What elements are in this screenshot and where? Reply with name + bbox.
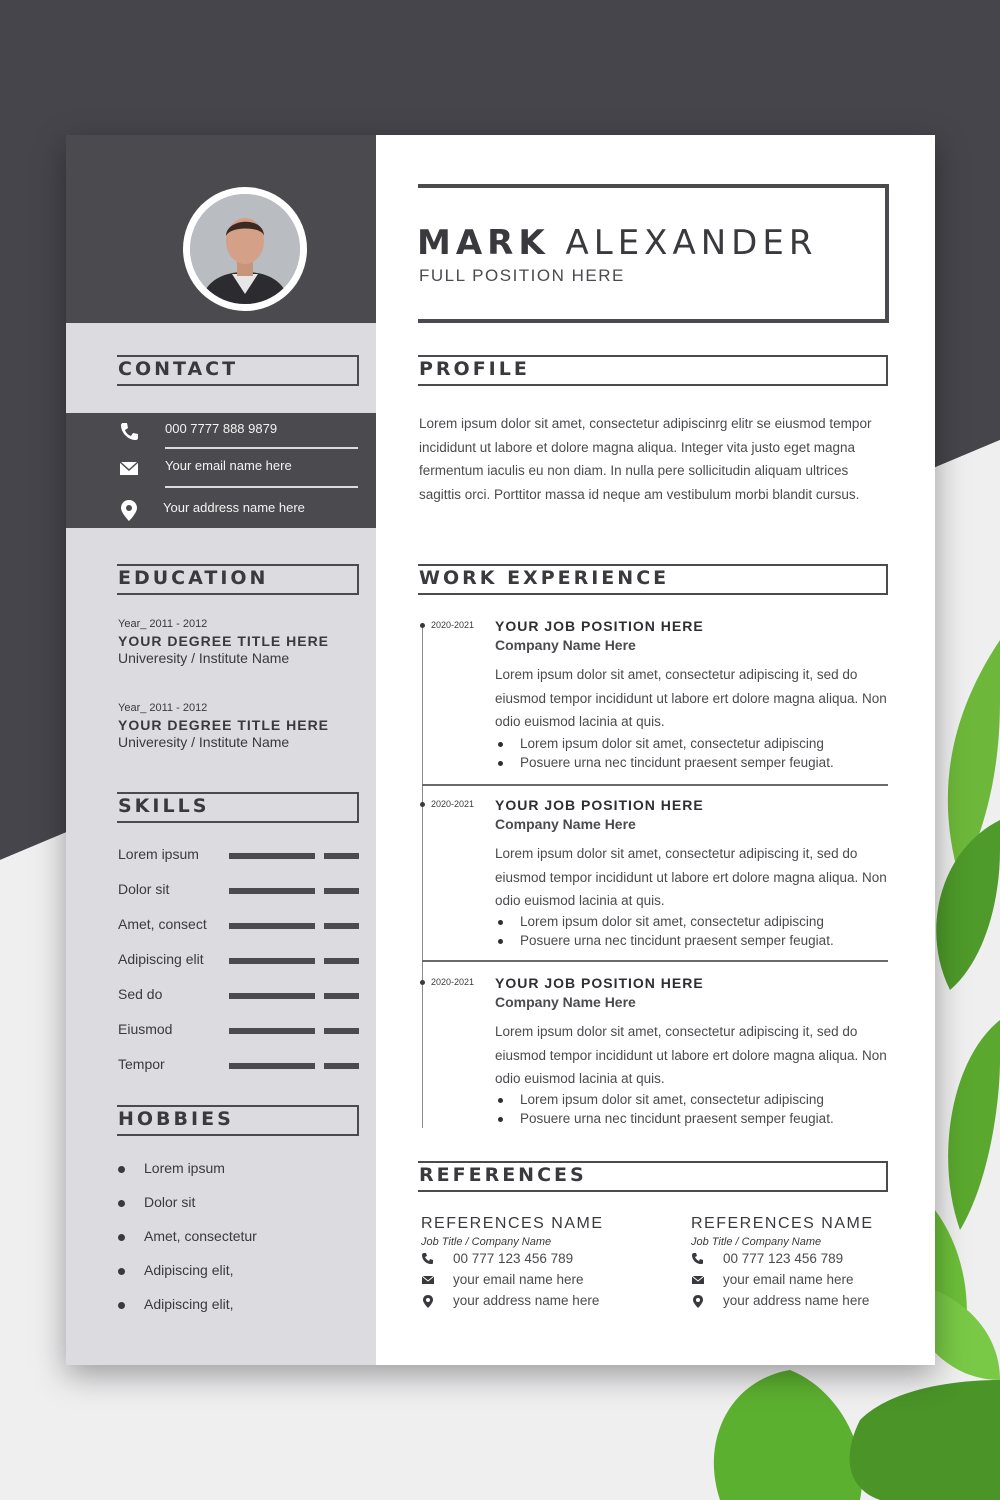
work-experience-heading: WORK EXPERIENCE [418, 564, 888, 595]
skill-row [118, 951, 360, 971]
job-date: 2020-2021 [431, 620, 475, 630]
skill-bar [229, 923, 315, 929]
job-company: Company Name Here [495, 816, 636, 832]
bullet-icon [118, 1200, 125, 1207]
reference-job: Job Title / Company Name [691, 1236, 822, 1248]
skill-bar [324, 1063, 359, 1069]
location-pin-icon [421, 1294, 435, 1308]
skill-row [118, 916, 360, 936]
skill-bar [324, 993, 359, 999]
profile-photo-frame [183, 187, 307, 311]
skill-bar [229, 958, 315, 964]
skill-bar [229, 1063, 315, 1069]
job-title: YOUR JOB POSITION HERE [495, 797, 704, 813]
skill-row [118, 846, 360, 866]
skill-name: Tempor [118, 1056, 165, 1072]
last-name: ALEXANDER [565, 223, 818, 263]
skill-row [118, 1021, 360, 1041]
education-year: Year_ 2011 - 2012 [118, 618, 208, 630]
location-pin-icon [691, 1294, 705, 1308]
references-heading: REFERENCES [418, 1161, 888, 1192]
bullet-icon [118, 1166, 125, 1173]
skill-row [118, 881, 360, 901]
reference-email: your email name here [691, 1270, 921, 1290]
skill-name: Sed do [118, 986, 163, 1002]
reference-phone: 00 777 123 456 789 [691, 1249, 921, 1269]
skill-bar [229, 888, 315, 894]
reference-phone: 00 777 123 456 789 [421, 1249, 651, 1269]
mail-icon [421, 1273, 435, 1287]
sidebar: CONTACT 000 7777 888 9879 Your email name here Your address name here EDUCATION Year_ 2011 - 2012 YOUR DEGREE TITLE HERE Univeresity / Institute Name Year_ 2011 - 2012 YOUR DEGREE TITLE HERE Univeresity / Institute Name SKILLS Lorem ipsum Dolor sit Amet, consect Adipiscing elit Sed do Eiusmod Tempor HOBBIES Lorem ipsum Dolor sit Amet, consectetur Adipiscing elit, Adipiscing elit, [66, 135, 376, 1365]
divider [165, 447, 358, 449]
reference-email: your email name here [421, 1270, 651, 1290]
skill-bar [229, 993, 315, 999]
position-title: FULL POSITION HERE [419, 266, 625, 285]
skill-bar [324, 888, 359, 894]
divider [422, 960, 888, 962]
location-pin-icon [118, 499, 140, 521]
reference-job: Job Title / Company Name [421, 1236, 552, 1248]
reference-name: REFERENCES NAME [421, 1215, 604, 1232]
skill-name: Dolor sit [118, 881, 170, 897]
education-heading: EDUCATION [117, 564, 359, 595]
reference-address: your address name here [691, 1291, 921, 1311]
skill-bar [324, 958, 359, 964]
reference-card [691, 1215, 921, 1311]
frame-corner [418, 319, 422, 323]
education-item [118, 702, 368, 750]
skills-heading: SKILLS [117, 792, 359, 823]
phone-icon [118, 420, 140, 442]
timeline-dot [420, 980, 425, 985]
reference-card [421, 1215, 651, 1311]
resume-page: CONTACT 000 7777 888 9879 Your email name here Your address name here EDUCATION Year_ 2011 - 2012 YOUR DEGREE TITLE HERE Univeresity / Institute Name Year_ 2011 - 2012 YOUR DEGREE TITLE HERE Univeresity / Institute Name SKILLS Lorem ipsum Dolor sit Amet, consect Adipiscing elit Sed do Eiusmod Tempor HOBBIES Lorem ipsum Dolor sit Amet, consectetur Adipiscing elit, Adipiscing elit, MARK ALEXANDER FULL POSITION HERE PROFILE Lorem ipsum dolor sit amet, consectetur adipiscinrg elitr se eiusmod tempor incididunt ut labore et dolore magna aliqua. Integer vita justo eget magna fermentum iaculis eu non diam. In nulla pere sollicitudin aliquam ultrices sagittis orci. Porttitor massa id neque am vestibulum morbi blandit cursus. WORK EXPERIENCE 2020-2021 YOUR JOB POSITION HERE Company Name Here Lorem ipsum dolor sit amet, consectetur adipiscing it, sed do eiusmod tempor incididunt ut labore ert dolore magna aliqua. Non odio euismod lacinia at quis. Lorem ipsum dolor sit amet, consectetur adipiscing Posuere urna nec tincidunt praesent semper feugiat. 2020-2021 YOUR JOB POSITION HERE Company Name Here Lorem ipsum dolor sit amet, consectetur adipiscing it, sed do eiusmod tempor incididunt ut labore ert dolore magna aliqua. Non odio euismod lacinia at quis. Lorem ipsum dolor sit amet, consectetur adipiscing Posuere urna nec tincidunt praesent semper feugiat. 2020-2021 YOUR JOB POSITION HERE Company Name Here Lorem ipsum dolor sit amet, consectetur adipiscing it, sed do eiusmod tempor incididunt ut labore ert dolore magna aliqua. Non odio euismod lacinia at quis. Lorem ipsum dolor sit amet, consectetur adipiscing Posuere urna nec tincidunt praesent semper feugiat. REFERENCES REFERENCES NAME Job Title / Company Name 00 777 123 456 789 your email name here your address name here REFERENCES NAME Job Title / Company Name 00 777 123 456 789 your email name here your address name here [66, 135, 935, 1365]
education-institute: Univeresity / Institute Name [118, 734, 290, 750]
full-name [417, 223, 817, 263]
person-photo-icon [190, 194, 300, 304]
phone-icon [691, 1252, 705, 1266]
profile-heading: PROFILE [418, 355, 888, 386]
job-title: YOUR JOB POSITION HERE [495, 618, 704, 634]
skill-row [118, 986, 360, 1006]
skill-bar [229, 1028, 315, 1034]
skill-bar [324, 923, 359, 929]
job-title: YOUR JOB POSITION HERE [495, 975, 704, 991]
divider [422, 784, 888, 786]
mail-icon [118, 457, 140, 479]
profile-text: Lorem ipsum dolor sit amet, consectetur adipiscinrg elitr se eiusmod tempor incididunt ut labore et dolore magna aliqua. Integer vita justo eget magna fermentum iaculis eu non diam. In nulla pere sollicitudin aliquam ultrices sagittis orci. Porttitor massa id neque am vestibulum morbi blandit cursus. [419, 416, 872, 502]
email-text: Your email name here [165, 458, 292, 473]
skill-name: Lorem ipsum [118, 846, 199, 862]
mail-icon [691, 1273, 705, 1287]
avatar [190, 194, 300, 304]
job-date: 2020-2021 [431, 977, 475, 987]
education-item [118, 618, 368, 666]
timeline [422, 623, 423, 1128]
job-description: Lorem ipsum dolor sit amet, consectetur adipiscing it, sed do eiusmod tempor incididunt ut labore ert dolore magna aliqua. Non odio euismod lacinia at quis. [495, 667, 887, 729]
job-description: Lorem ipsum dolor sit amet, consectetur adipiscing it, sed do eiusmod tempor incididunt ut labore ert dolore magna aliqua. Non odio euismod lacinia at quis. [495, 1024, 887, 1086]
skill-row [118, 1056, 360, 1076]
skill-name: Amet, consect [118, 916, 207, 932]
address-text: Your address name here [163, 500, 305, 515]
job-date: 2020-2021 [431, 799, 475, 809]
bullet-icon [118, 1234, 125, 1241]
timeline-dot [420, 623, 425, 628]
job-company: Company Name Here [495, 637, 636, 653]
bullet-icon [118, 1268, 125, 1275]
hobbies-heading: HOBBIES [117, 1105, 359, 1136]
skill-bar [324, 1028, 359, 1034]
phone-icon [421, 1252, 435, 1266]
education-degree: YOUR DEGREE TITLE HERE [118, 717, 330, 733]
skill-name: Adipiscing elit [118, 951, 204, 967]
skill-bar [324, 853, 359, 859]
timeline-dot [420, 802, 425, 807]
contact-heading: CONTACT [117, 355, 359, 386]
education-institute: Univeresity / Institute Name [118, 650, 290, 666]
job-company: Company Name Here [495, 994, 636, 1010]
education-year: Year_ 2011 - 2012 [118, 702, 208, 714]
contact-band [66, 413, 376, 528]
phone-text: 000 7777 888 9879 [165, 421, 278, 436]
contact-phone [66, 413, 376, 450]
contact-address [66, 492, 376, 529]
frame-corner [418, 184, 422, 188]
bullet-icon [118, 1302, 125, 1309]
reference-address: your address name here [421, 1291, 651, 1311]
divider [165, 486, 358, 488]
job-description: Lorem ipsum dolor sit amet, consectetur adipiscing it, sed do eiusmod tempor incididunt ut labore ert dolore magna aliqua. Non odio euismod lacinia at quis. [495, 846, 887, 908]
skill-name: Eiusmod [118, 1021, 173, 1037]
skill-bar [229, 853, 315, 859]
reference-name: REFERENCES NAME [691, 1215, 874, 1232]
contact-email [66, 450, 376, 487]
sidebar-header [66, 135, 376, 323]
education-degree: YOUR DEGREE TITLE HERE [118, 633, 330, 649]
first-name: MARK [417, 223, 550, 263]
